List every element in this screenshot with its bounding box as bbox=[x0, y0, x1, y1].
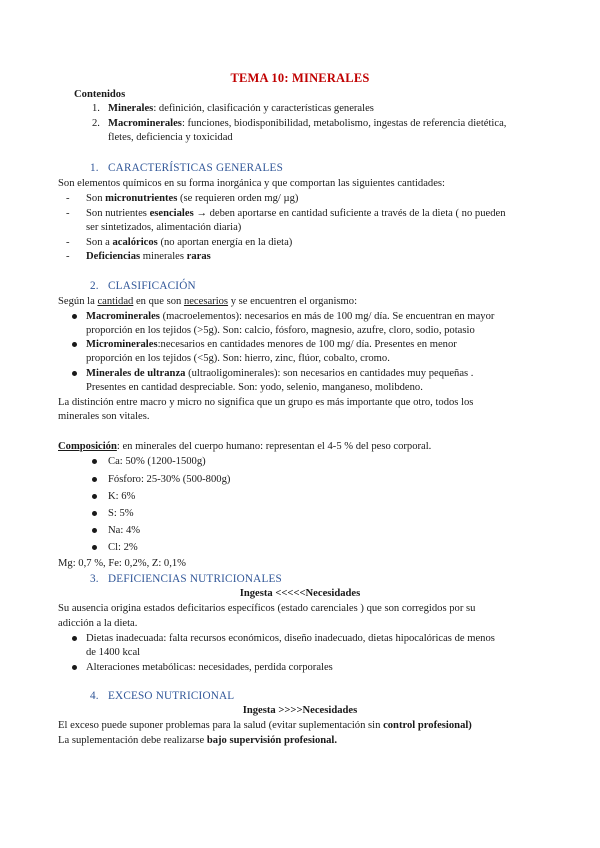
comp-item-s: S: 5% bbox=[108, 508, 134, 519]
bullet-dot bbox=[92, 477, 97, 482]
s2-note: La distinción entre macro y micro no significa que un grupo es más importante que otro, todos los bbox=[58, 397, 474, 408]
s3-item-1: Dietas inadecuada: falta recursos económicos, diseño inadecuado, dietas hipocalóricas de menos bbox=[86, 633, 495, 644]
bullet-dot bbox=[72, 342, 77, 347]
s2-item-1: Macrominerales (macroelementos): necesarios en más de 100 mg/ día. Se encuentran en mayor bbox=[86, 311, 495, 322]
contents-item-1: Minerales: definición, clasificación y características generales bbox=[108, 103, 374, 114]
dash-bullet: - bbox=[66, 193, 70, 204]
s1-item-2-cont: ser sintetizados, alimentación diaria) bbox=[86, 222, 242, 233]
excess-formula: Ingesta >>>>Necesidades bbox=[242, 705, 358, 716]
section-2-intro: Según la cantidad en que son necesarios y se encuentren el organismo: bbox=[58, 296, 358, 307]
section-1-intro: Son elementos químicos en su forma inorgánica y que comportan las siguientes cantidades: bbox=[58, 178, 445, 189]
s1-item-2: Son nutrientes esenciales → deben aportarse en cantidad suficiente a través de la dieta ( no pueden bbox=[86, 208, 506, 219]
s1-item-3: Son a acalóricos (no aportan energía en la dieta) bbox=[86, 237, 293, 248]
contents-item-2-cont: fletes, deficiencia y toxicidad bbox=[108, 132, 233, 143]
s4-line-1: El exceso puede suponer problemas para la salud (evitar suplementación sin control profesional) bbox=[58, 720, 472, 731]
page-title: TEMA 10: MINERALES bbox=[230, 71, 370, 85]
comp-item-na: Na: 4% bbox=[108, 525, 141, 536]
s1-item-4: Deficiencias minerales raras bbox=[86, 251, 211, 262]
bullet-dot bbox=[92, 528, 97, 533]
s2-item-3: Minerales de ultranza (ultraoligominerales): son necesarios en cantidades muy pequeñas . bbox=[86, 368, 474, 379]
bullet-dot bbox=[72, 371, 77, 376]
bullet-dot bbox=[92, 459, 97, 464]
section-3-title: DEFICIENCIAS NUTRICIONALES bbox=[108, 573, 282, 585]
section-4-title: EXCESO NUTRICIONAL bbox=[108, 690, 235, 702]
s3-text-cont: adicción a la dieta. bbox=[58, 618, 138, 629]
comp-item-cl: Cl: 2% bbox=[108, 542, 138, 553]
section-1-title: CARACTERÍSTICAS GENERALES bbox=[108, 162, 283, 174]
comp-other: Mg: 0,7 %, Fe: 0,2%, Z: 0,1% bbox=[58, 558, 186, 569]
section-4-num: 4. bbox=[90, 690, 99, 702]
s2-item-1-cont: proporción en los tejidos (>5g). Son: calcio, fósforo, magnesio, azufre, cloro, sodio, potasio bbox=[86, 325, 475, 336]
bullet-dot bbox=[72, 636, 77, 641]
s3-item-2: Alteraciones metabólicas: necesidades, perdida corporales bbox=[86, 662, 333, 673]
contents-item-1-num: 1. bbox=[92, 103, 100, 114]
section-1-num: 1. bbox=[90, 162, 99, 174]
s3-item-1-cont: de 1400 kcal bbox=[86, 647, 141, 658]
comp-item-ca: Ca: 50% (1200-1500g) bbox=[108, 456, 206, 467]
s1-item-1: Son micronutrientes (se requieren orden mg/ µg) bbox=[86, 193, 299, 204]
bullet-dot bbox=[72, 665, 77, 670]
dash-bullet: - bbox=[66, 237, 70, 248]
section-2-title: CLASIFICACIÓN bbox=[108, 280, 196, 292]
s4-line-2: La suplementación debe realizarse bajo supervisión profesional. bbox=[58, 735, 338, 746]
comp-item-p: Fósforo: 25-30% (500-800g) bbox=[108, 474, 231, 485]
dash-bullet: - bbox=[66, 208, 70, 219]
contents-item-2: Macrominerales: funciones, biodisponibilidad, metabolismo, ingestas de referencia dietética, bbox=[108, 118, 507, 129]
s3-text: Su ausencia origina estados deficitarios específicos (estado carenciales ) que son corregidos por su bbox=[58, 603, 476, 614]
comp-item-k: K: 6% bbox=[108, 491, 136, 502]
section-2-num: 2. bbox=[90, 280, 99, 292]
deficiency-formula: Ingesta <<<<<Necesidades bbox=[239, 588, 361, 599]
s2-note-cont: minerales son vitales. bbox=[58, 411, 150, 422]
bullet-dot bbox=[92, 511, 97, 516]
dash-bullet: - bbox=[66, 251, 70, 262]
bullet-dot bbox=[92, 494, 97, 499]
bullet-dot bbox=[72, 314, 77, 319]
composition-line: Composición: en minerales del cuerpo humano: representan el 4-5 % del peso corporal. bbox=[58, 441, 432, 452]
bullet-dot bbox=[92, 545, 97, 550]
contents-heading: Contenidos bbox=[74, 89, 126, 100]
s2-item-2-cont: proporción en los tejidos (<5g). Son: hierro, zinc, flúor, cobalto, cromo. bbox=[86, 353, 390, 364]
section-3-num: 3. bbox=[90, 573, 99, 585]
s2-item-3-cont: Presentes en cantidad despreciable. Son: yodo, selenio, manganeso, molibdeno. bbox=[86, 382, 423, 393]
s2-item-2: Microminerales:necesarios en cantidades menores de 100 mg/ día. Presentes en menor bbox=[86, 339, 457, 350]
contents-item-2-num: 2. bbox=[92, 118, 100, 129]
